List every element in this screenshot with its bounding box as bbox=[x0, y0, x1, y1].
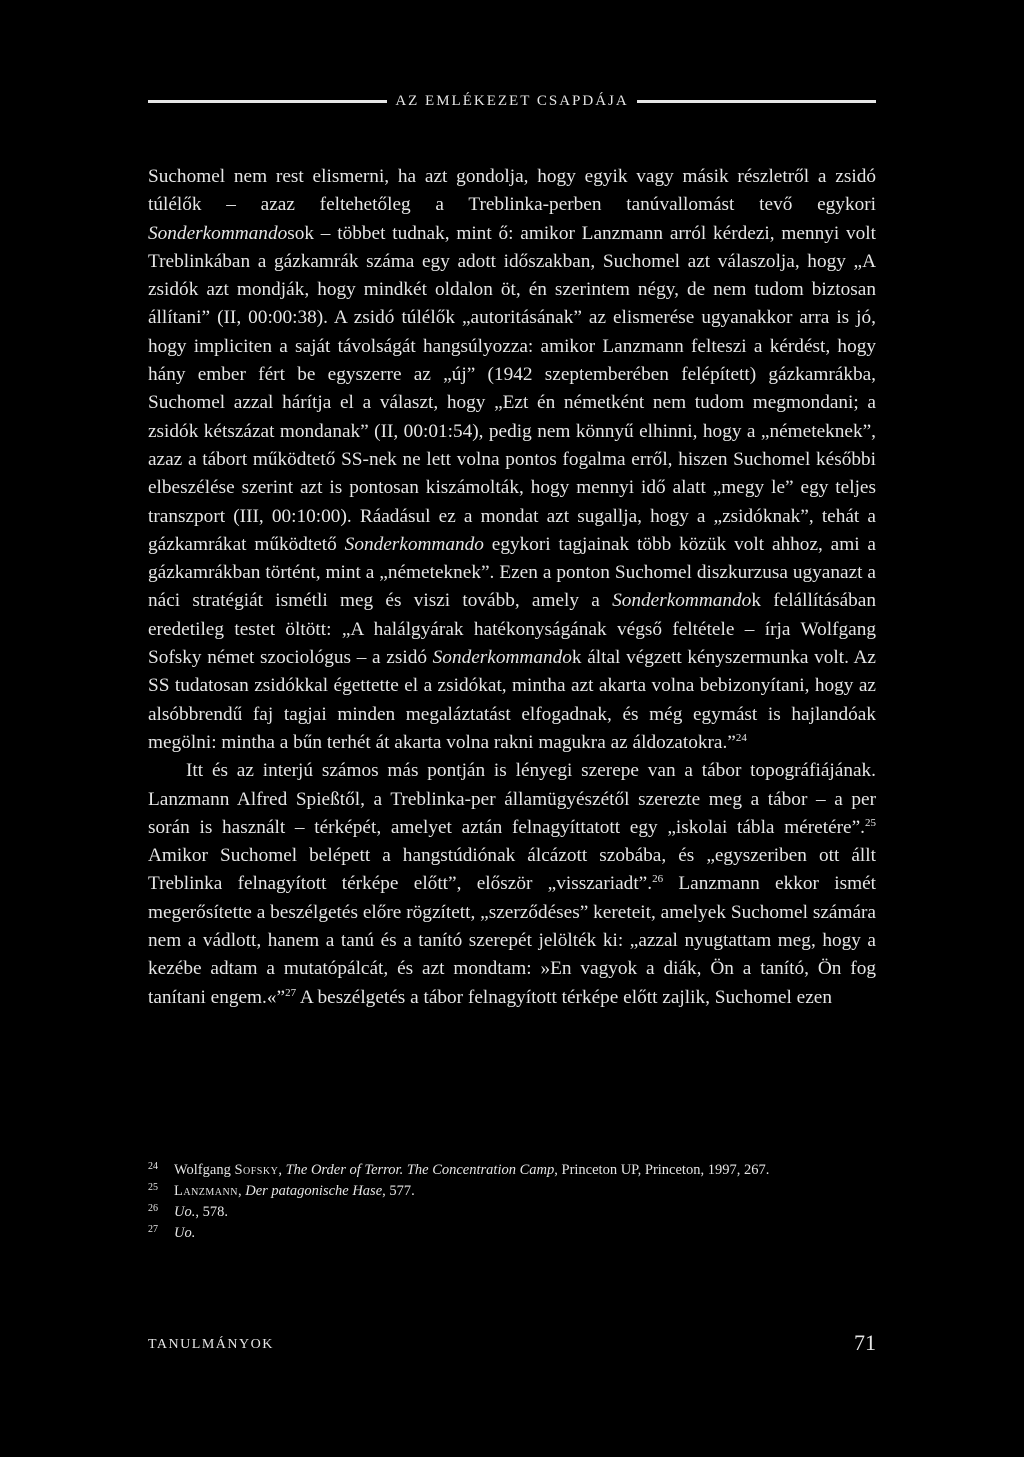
footnote-ref[interactable]: 25 bbox=[865, 816, 876, 829]
ibid: Uo. bbox=[174, 1204, 196, 1220]
text-run: A beszélgetés a tábor felnagyított térképe előtt zajlik, Suchomel ezen bbox=[296, 986, 832, 1008]
footnote-ref[interactable]: 24 bbox=[735, 731, 747, 744]
footnote-25 bbox=[148, 1181, 876, 1202]
paragraph-2 bbox=[148, 757, 876, 1012]
paragraph-1 bbox=[148, 163, 876, 757]
text-run: Itt és az interjú számos más pontján is lényegi szerepe van a tábor topográfiájának. Lanzmann Alfred Spießtől, a Treblinka-per államügyészétől szerezte meg a tábor – a per során is használt – térképét, amelyet aztán felnagyíttatott egy „iskolai tábla méretére”. bbox=[148, 760, 876, 838]
footnote-ref[interactable]: 27 bbox=[285, 986, 297, 999]
author-name: Sofsky bbox=[234, 1162, 279, 1178]
running-title: AZ EMLÉKEZET CSAPDÁJA bbox=[395, 93, 629, 109]
text-run: , bbox=[237, 1183, 246, 1199]
text-run: Wolfgang bbox=[174, 1162, 235, 1178]
text-run: Lanzmann ekkor ismét megerősítette a beszélgetés előre rögzített, „szerződéses” kereteit, amelyek Suchomel számára nem a vádlott, hanem a tanú és a tanító szerepét jelölték ki: „azzal nyugtattam meg, hogy a kezébe adtam a mutatópálcát, és azt mondtam: »En vagyok a diák, Ön a tanító, Ön fog tanítani engem.«” bbox=[148, 873, 876, 1008]
footnote-number: 25 bbox=[148, 1182, 158, 1193]
book-title: Der patagonische Hase bbox=[245, 1183, 383, 1199]
italic-term: Sonderkommando bbox=[612, 590, 752, 612]
text-run: , 577. bbox=[382, 1183, 415, 1199]
footnote-number: 24 bbox=[148, 1161, 158, 1172]
footnote-24 bbox=[148, 1160, 876, 1181]
footnote-number: 27 bbox=[148, 1224, 158, 1235]
footnote-ref[interactable]: 26 bbox=[652, 873, 664, 886]
running-header bbox=[148, 93, 876, 110]
footnote-27 bbox=[148, 1223, 876, 1244]
text-run: k által végzett kényszermunka volt. Az SS tudatosan zsidókkal égettette el a zsidókat, mintha azt akarta volna bebizonyítani, hogy az alsóbbrendű faj tagjai minden megaláztatást elfogadnak, és még egymást is hajlandóak megölni: mintha a bűn terhét át akarta volna rakni magukra az áldozatokra.” bbox=[148, 647, 876, 753]
text-run: egykori tagjainak több közük volt ahhoz, ami a gázkamrákban történt, mint a „németeknek”. Ezen a ponton Suchomel diszkurzusa ugyanazt a náci stratégiát ismétli meg és viszi tovább, amely a bbox=[148, 533, 876, 612]
text-run: , bbox=[278, 1162, 286, 1178]
header-rule-left bbox=[148, 100, 387, 103]
italic-term: Sonderkommando bbox=[432, 647, 572, 669]
text-run: k felállításában eredetileg testet öltött: „A halálgyárak hatékonyságának végső feltétele – írja Wolfgang Sofsky német szociológus – a zsidó bbox=[148, 590, 876, 669]
text-run: Amikor Suchomel belépett a hangstúdiónak álcázott szobába, és „egyszeriben ott állt Treblinka felnagyított térképe előtt”, először „visszariadt”. bbox=[148, 845, 876, 895]
author-name: Lanzmann bbox=[174, 1183, 238, 1199]
text-run: , Princeton UP, Princeton, 1997, 267. bbox=[554, 1162, 770, 1178]
book-title: The Order of Terror. The Concentration Camp bbox=[285, 1162, 555, 1178]
footnote-26 bbox=[148, 1202, 876, 1223]
italic-term: Sonderkommando bbox=[344, 533, 484, 555]
footnote-number: 26 bbox=[148, 1203, 158, 1214]
header-rule-right bbox=[637, 100, 876, 103]
text-run: , 578. bbox=[195, 1204, 228, 1220]
page-number: 71 bbox=[854, 1330, 876, 1355]
italic-term: Sonderkommando bbox=[148, 222, 288, 244]
ibid: Uo. bbox=[174, 1225, 196, 1241]
section-label: TANULMÁNYOK bbox=[148, 1337, 274, 1352]
text-run: sok – többet tudnak, mint ő: amikor Lanzmann arról kérdezi, mennyi volt Treblinkában a gázkamrák száma egy adott időszakban, Suchomel azt válaszolja, hogy „A zsidók azt mondják, hogy mindkét oldalon öt, én szerintem négy, de nem tudom biztosan állítani” (II, 00:00:38). A zsidó túlélők „autoritásának” az elismerése ugyanakkor arra is jó, hogy impliciten a saját távolságát hangsúlyozza: amikor Lanzmann felteszi a kérdést, hogy hány ember fért be egyszerre az „új” (1942 szeptemberében felépített) gázkamrákba, Suchomel azzal hárítja el a választ, hogy „Ezt én németként nem tudom megmondani; a zsidók kétszázat mondanak” (II, 00:01:54), pedig nem könnyű elhinni, hogy a „németeknek”, azaz a tábort működtető SS-nek ne lett volna pontos fogalma erről, hiszen Suchomel későbbi elbeszélése szerint azt is pontosan kiszámolták, hogy mennyi idő alatt „megy le” egy teljes transzport (III, 00:10:00). Ráadásul ez a mondat azt sugallja, hogy a „zsidóknak”, tehát a gázkamrákat működtető bbox=[148, 222, 876, 555]
text-run: Suchomel nem rest elismerni, ha azt gondolja, hogy egyik vagy másik részletről a zsidó túlélők – azaz feltehetőleg a Treblinka-perben tanúvallomást tevő egykori bbox=[148, 166, 876, 216]
body-text bbox=[148, 163, 876, 1012]
footnotes bbox=[148, 1160, 876, 1244]
